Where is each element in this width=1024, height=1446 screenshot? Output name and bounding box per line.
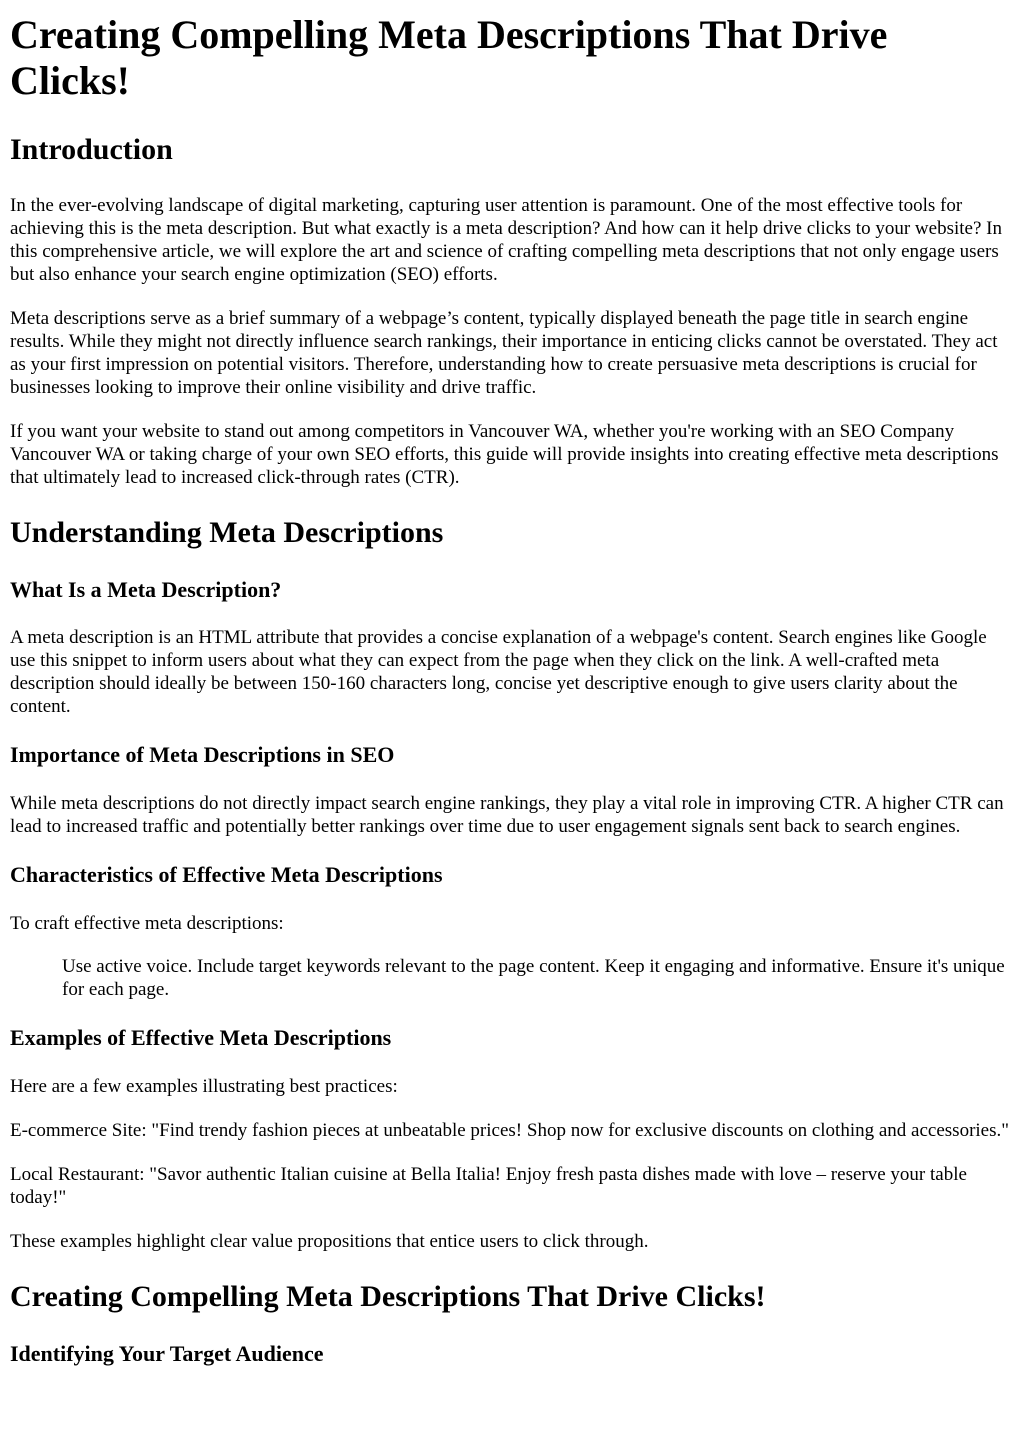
heading-examples: Examples of Effective Meta Descriptions: [10, 1025, 392, 1050]
paragraph-importance: While meta descriptions do not directly impact search engine rankings, they play a vital role in improving CTR. A higher CTR can lead to increased traffic and potentially better rankings over time due to user engagement signals sent back to search engines.: [10, 793, 1004, 837]
heading-what-is-meta-description: What Is a Meta Description?: [10, 577, 282, 602]
paragraph-intro-1: In the ever-evolving landscape of digital marketing, capturing user attention is paramount. One of the most effective tools for achieving this is the meta description. But what exactly is a meta description? And how can it help drive clicks to your website? In this comprehensive article, we will explore the art and science of crafting compelling meta descriptions that not only engage users but also enhance your search engine optimization (SEO) efforts.: [10, 195, 1002, 285]
paragraph-examples-intro: Here are a few examples illustrating best practices:: [10, 1076, 398, 1097]
paragraph-what-is: A meta description is an HTML attribute that provides a concise explanation of a webpage's content. Search engines like Google use this snippet to inform users about what they can expect from the page when they click on the link. A well-crafted meta description should ideally be between 150-160 characters long, concise yet descriptive enough to give users clarity about the content.: [10, 627, 987, 717]
heading-understanding-meta-descriptions: Understanding Meta Descriptions: [10, 516, 444, 549]
heading-importance-seo: Importance of Meta Descriptions in SEO: [10, 742, 395, 767]
heading-characteristics: Characteristics of Effective Meta Descriptions: [10, 862, 443, 887]
example-item: E-commerce Site: "Find trendy fashion pieces at unbeatable prices! Shop now for exclusive discounts on clothing and accessories.": [10, 1120, 1010, 1141]
paragraph-intro-2: Meta descriptions serve as a brief summary of a webpage’s content, typically displayed beneath the page title in search engine results. While they might not directly influence search rankings, their importance in enticing clicks cannot be overstated. They act as your first impression on potential visitors. Therefore, understanding how to create persuasive meta descriptions is crucial for businesses looking to improve their online visibility and drive traffic.: [10, 308, 998, 398]
article: [0, 12, 1024, 1367]
paragraph-examples-outro: These examples highlight clear value propositions that entice users to click through.: [10, 1231, 649, 1252]
heading-introduction: Introduction: [10, 133, 173, 166]
example-item: Local Restaurant: "Savor authentic Italian cuisine at Bella Italia! Enjoy fresh pasta dishes made with love – reserve your table today!": [10, 1164, 967, 1208]
heading-creating-compelling: Creating Compelling Meta Descriptions That Drive Clicks!: [10, 1280, 766, 1313]
characteristics-quote: Use active voice. Include target keywords relevant to the page content. Keep it engaging and informative. Ensure it's unique for each page.: [62, 956, 1005, 1000]
paragraph-characteristics: To craft effective meta descriptions:: [10, 913, 284, 934]
heading-target-audience: Identifying Your Target Audience: [10, 1341, 324, 1366]
paragraph-intro-3: If you want your website to stand out among competitors in Vancouver WA, whether you're working with an SEO Company Vancouver WA or taking charge of your own SEO efforts, this guide will provide insights into creating effective meta descriptions that ultimately lead to increased click-through rates (CTR).: [10, 421, 999, 488]
page-title: Creating Compelling Meta Descriptions That Drive Clicks!: [10, 12, 888, 103]
